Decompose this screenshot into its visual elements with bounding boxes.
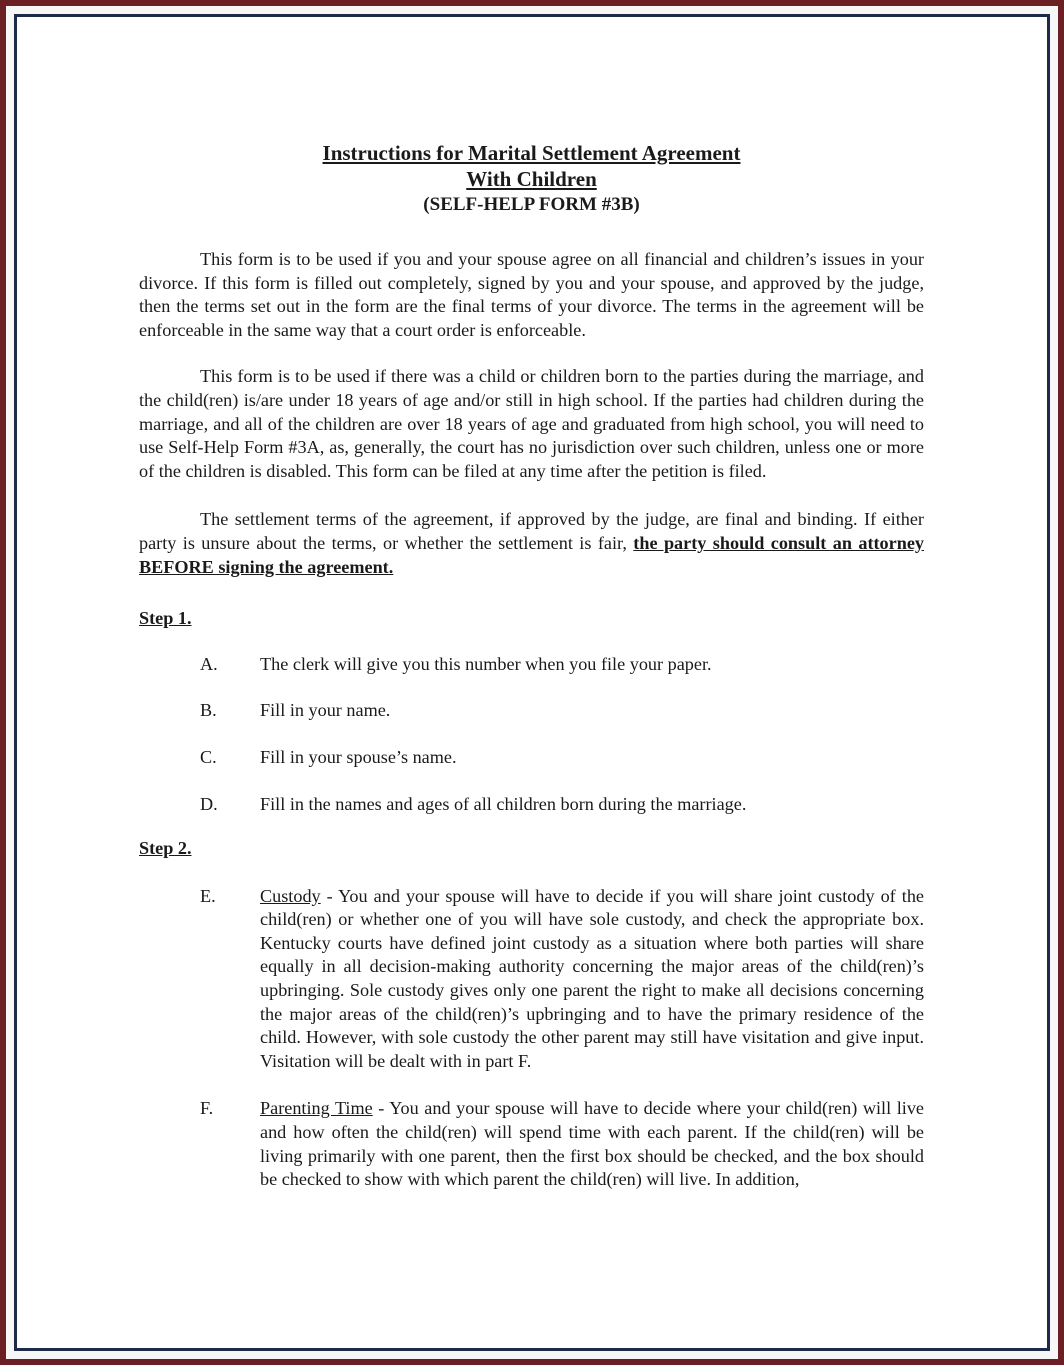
item-text: The clerk will give you this number when you file your paper. <box>260 653 712 674</box>
item-letter: F. <box>200 1098 214 1119</box>
item-term: Custody <box>260 885 321 906</box>
item-text: Fill in the names and ages of all children born during the marriage. <box>260 793 747 814</box>
document-page <box>139 130 924 1192</box>
children-paragraph: This form is to be used if there was a child or children born to the parties during the marriage, and the child(ren) is/are under 18 years of age and/or still in high school. If the parties had children during the marriage, and all of the children are over 18 years of age and graduated from high school, you will need to use Self-Help Form #3A, as, generally, the court has no jurisdiction over such children, unless one or more of the children is disabled. This form can be filed at any time after the petition is filed. <box>139 366 924 481</box>
warning-paragraph <box>139 508 924 579</box>
warning-emphasis: the party should consult an attorney BEFORE signing the agreement. <box>139 532 925 577</box>
document-title: Instructions for Marital Settlement Agreement <box>322 141 741 165</box>
item-letter: B. <box>200 700 217 721</box>
item-text <box>260 1097 924 1191</box>
item-letter: C. <box>200 746 217 767</box>
step1-heading: Step 1. <box>139 608 192 629</box>
warning-text: The settlement terms of the agreement, if approved by the judge, are final and binding. If either party is unsure about the terms, or whether the settlement is fair, <box>139 509 924 553</box>
item-text <box>260 885 924 1074</box>
form-id: (SELF-HELP FORM #3B) <box>423 194 640 215</box>
list-item <box>139 885 924 1074</box>
step2-heading: Step 2. <box>139 838 192 859</box>
item-letter: E. <box>200 885 216 906</box>
list-item <box>139 746 924 770</box>
intro-paragraph: This form is to be used if you and your spouse agree on all financial and children’s issues in your divorce. If this form is filled out completely, signed by you and your spouse, and approved by the judge, then the terms set out in the form are the final terms of your divorce. The terms in the agreement will be enforceable in the same way that a court order is enforceable. <box>139 249 924 340</box>
item-body: - You and your spouse will have to decide if you will share joint custody of the child(ren) or whether one of you will have sole custody, and check the appropriate box. Kentucky courts have defined joint custody as a situation where both parties will share equally in all decision-making authority concerning the major areas of the child(ren)’s upbringing. Sole custody gives only one parent the right to make all decisions concerning the major areas of the child(ren)’s upbringing and to have the primary residence of the child. However, with sole custody the other parent may still have visitation and give input. Visitation will be dealt with in part F. <box>260 885 924 1071</box>
item-text: Fill in your spouse’s name. <box>260 746 457 767</box>
list-item <box>139 653 924 677</box>
item-letter: A. <box>200 653 218 674</box>
item-term: Parenting Time <box>260 1098 373 1119</box>
list-item <box>139 699 924 723</box>
list-item <box>139 1097 924 1191</box>
list-item <box>139 793 924 817</box>
title-block <box>139 140 924 218</box>
item-letter: D. <box>200 793 218 814</box>
document-subtitle: With Children <box>466 167 597 191</box>
item-text: Fill in your name. <box>260 700 391 721</box>
item-body: - You and your spouse will have to decide where your child(ren) will live and how often the child(ren) will spend time with each parent. If the child(ren) will be living primarily with one parent, then the first box should be checked, and the box should be checked to show with which parent the child(ren) will live. In addition, <box>260 1098 924 1190</box>
